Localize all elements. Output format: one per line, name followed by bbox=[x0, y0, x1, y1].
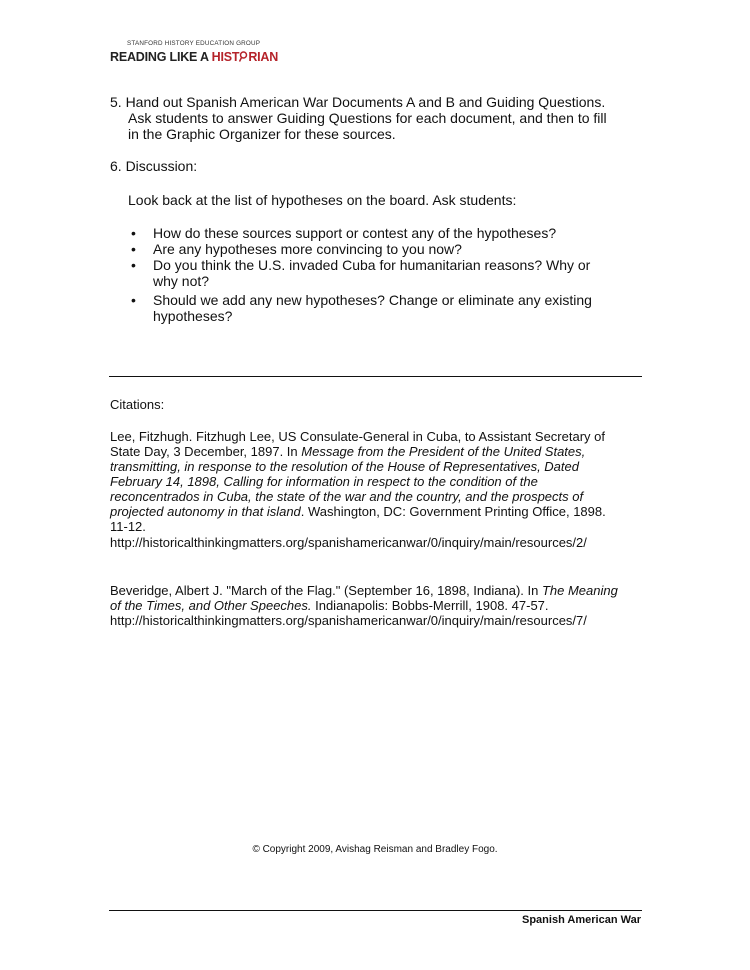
citation-1-line1: Lee, Fitzhugh. Fitzhugh Lee, US Consulate-General in Cuba, to Assistant Secretary of bbox=[110, 429, 605, 444]
section-divider bbox=[109, 376, 642, 377]
citation-2-line2-text: Indianapolis: Bobbs-Merrill, 1908. 47-57. bbox=[311, 598, 549, 613]
citation-1-line3-title: transmitting, in response to the resolution of the House of Representatives, Dated bbox=[110, 459, 579, 474]
citation-1-line5 bbox=[110, 489, 583, 505]
citation-2-line1 bbox=[110, 583, 618, 599]
bullet-1-line1: How do these sources support or contest any of the hypotheses? bbox=[153, 225, 557, 241]
citation-1-line5-title: reconcentrados in Cuba, the state of the war and the country, and the prospects of bbox=[110, 489, 584, 504]
copyright-notice: © Copyright 2009, Avishag Reisman and Bradley Fogo. bbox=[252, 844, 498, 855]
step6-title: 6. Discussion: bbox=[110, 158, 198, 174]
bullet-4-line1: Should we add any new hypotheses? Change or eliminate any existing bbox=[153, 292, 592, 308]
citation-1-line4 bbox=[110, 474, 538, 490]
logo-text-reading-like-a: READING LIKE A bbox=[110, 50, 212, 64]
logo-group-name: STANFORD HISTORY EDUCATION GROUP bbox=[127, 40, 261, 47]
citation-1-url: http://historicalthinkingmatters.org/spanishamericanwar/0/inquiry/main/resources/2/ bbox=[110, 535, 587, 550]
citation-1-line3 bbox=[110, 459, 579, 475]
citation-1-line2 bbox=[110, 444, 585, 460]
bullet-icon: • bbox=[131, 225, 136, 241]
logo-text-rian: RIAN bbox=[248, 50, 279, 64]
citation-1-line6 bbox=[110, 504, 606, 520]
citation-2-url: http://historicalthinkingmatters.org/spanishamericanwar/0/inquiry/main/resources/7/ bbox=[110, 613, 587, 628]
citations-heading: Citations: bbox=[110, 397, 165, 412]
logo-wordmark bbox=[110, 50, 278, 64]
citation-1-line6-title: projected autonomy in that island bbox=[110, 504, 301, 519]
step6-intro: Look back at the list of hypotheses on the board. Ask students: bbox=[128, 192, 517, 208]
citation-1-line7: 11-12. bbox=[110, 519, 146, 534]
citation-2-line1-title: The Meaning bbox=[541, 583, 618, 598]
logo-o-icon bbox=[239, 51, 248, 65]
footer-title: Spanish American War bbox=[522, 914, 641, 926]
citation-2-line2 bbox=[110, 598, 549, 614]
bullet-3-line2: why not? bbox=[153, 273, 210, 289]
citation-1-line2-text: State Day, 3 December, 1897. In bbox=[110, 444, 302, 459]
citation-2-line2-title: of the Times, and Other Speeches. bbox=[110, 598, 312, 613]
citation-1-line2-title: Message from the President of the United States, bbox=[301, 444, 586, 459]
citation-2-line1-text: Beveridge, Albert J. "March of the Flag." (September 16, 1898, Indiana). In bbox=[110, 583, 542, 598]
step5-line2: Ask students to answer Guiding Questions for each document, and then to fill bbox=[128, 110, 607, 126]
step5-line1: 5. Hand out Spanish American War Documents A and B and Guiding Questions. bbox=[110, 94, 606, 110]
bullet-icon: • bbox=[131, 257, 136, 273]
bullet-2-line1: Are any hypotheses more convincing to you now? bbox=[153, 241, 462, 257]
citation-1-line6-text: . Washington, DC: Government Printing Office, 1898. bbox=[300, 504, 606, 519]
logo bbox=[110, 40, 279, 66]
bullet-icon: • bbox=[131, 241, 136, 257]
bullet-icon: • bbox=[131, 292, 136, 308]
bullet-4-line2: hypotheses? bbox=[153, 308, 233, 324]
step5-line3: in the Graphic Organizer for these sources. bbox=[128, 126, 396, 142]
footer-divider bbox=[109, 910, 642, 911]
bullet-3-line1: Do you think the U.S. invaded Cuba for humanitarian reasons? Why or bbox=[153, 257, 591, 273]
logo-text-hist: HIST bbox=[211, 50, 240, 64]
citation-1-line4-title: February 14, 1898, Calling for information in respect to the condition of the bbox=[110, 474, 538, 489]
